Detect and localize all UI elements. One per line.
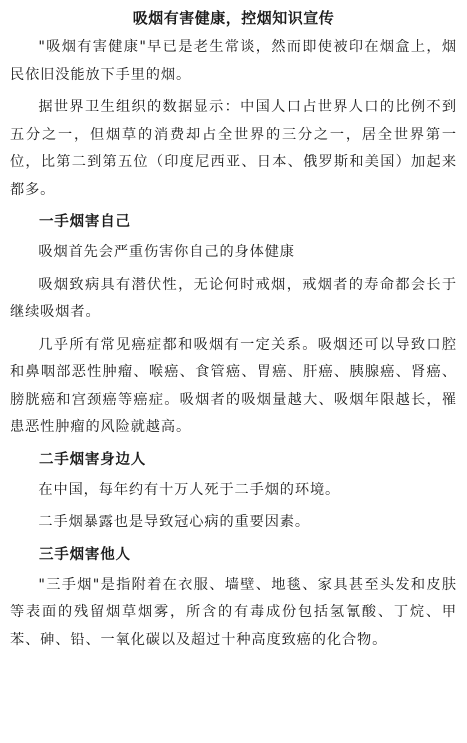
paragraph-intro: "吸烟有害健康"早已是老生常谈，然而即使被印在烟盒上，烟民依旧没能放下手里的烟。 xyxy=(10,39,457,83)
section-heading-thirdhand: 三手烟害他人 xyxy=(39,546,131,563)
paragraph-secondhand-deaths: 在中国，每年约有十万人死于二手烟的环境。 xyxy=(38,481,341,498)
document-title: 吸烟有害健康，控烟知识宣传 xyxy=(132,9,335,27)
paragraph-heart-disease: 二手烟暴露也是导致冠心病的重要因素。 xyxy=(38,514,310,530)
paragraph-who-data: 据世界卫生组织的数据显示：中国人口占世界人口的比例不到五分之一，但烟草的消费却占全世界的三分之一，居全世界第一位，比第二到第五位（印度尼西亚、日本、俄罗斯和美国）加起来都多。 xyxy=(10,99,457,198)
paragraph-latency: 吸烟致病具有潜伏性，无论何时戒烟，戒烟者的寿命都会长于继续吸烟者。 xyxy=(10,276,457,320)
paragraph-self-harm: 吸烟首先会严重伤害你自己的身体健康 xyxy=(38,244,295,260)
section-heading-secondhand: 二手烟害身边人 xyxy=(39,451,147,468)
paragraph-thirdhand: "三手烟"是指附着在衣服、墙壁、地毯、家具甚至头发和皮肤等表面的残留烟草烟雾，所含的有毒成份包括氢氰酸、丁烷、甲苯、砷、铅、一氧化碳以及超过十种高度致癌的化合物。 xyxy=(10,576,457,648)
section-heading-firsthand: 一手烟害自己 xyxy=(39,214,131,230)
paragraph-cancer: 几乎所有常见癌症都和吸烟有一定关系。吸烟还可以导致口腔和鼻咽部恶性肿瘤、喉癌、食管癌、胃癌、肝癌、胰腺癌、肾癌、膀胱癌和宫颈癌等癌症。吸烟者的吸烟量越大、吸烟年限越长，罹患恶性肿瘤的风险就越高。 xyxy=(10,336,457,435)
